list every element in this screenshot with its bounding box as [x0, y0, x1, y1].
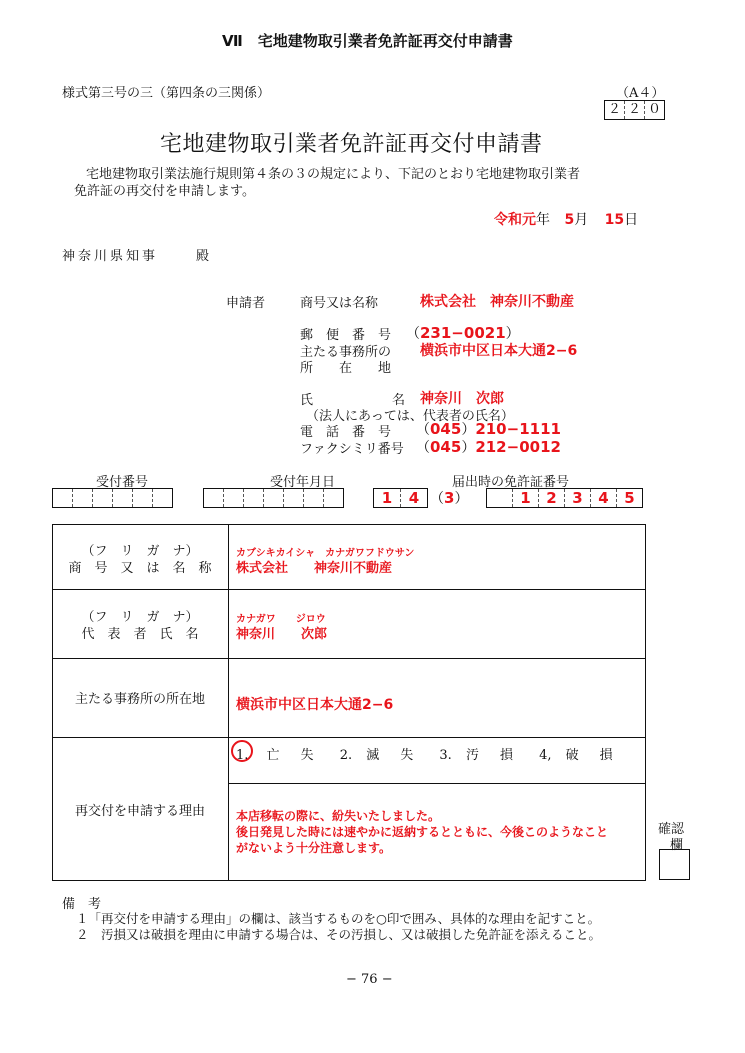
confirm-label-1: 確認 [658, 822, 685, 837]
office-value: 横浜市中区日本大通2−6 [420, 343, 578, 359]
reason-label: 再交付を申請する理由 [74, 804, 205, 819]
postal-open: （ [406, 326, 420, 342]
table-divider [228, 524, 229, 881]
applicant-name-value: 神奈川 次郎 [420, 391, 504, 407]
name-note: （法人にあっては、代表者の氏名） [306, 409, 514, 424]
company-kana-label: （フ リ ガ ナ） [81, 544, 199, 559]
representative-kana-value: カナガワ ジロウ [236, 614, 326, 625]
phone-label: 電 話 番 号 [300, 425, 392, 440]
office-address-label: 主たる事務所の所在地 [74, 692, 205, 707]
option-2-text[interactable]: 滅 失 [366, 748, 418, 763]
reason-options [236, 744, 617, 763]
company-label: 商号又は名称 [300, 296, 379, 311]
license-prefix-digit: 1 [374, 489, 401, 507]
date-year-unit: 年 [536, 212, 550, 228]
option-1-num[interactable]: 1. [236, 748, 249, 763]
fax-value: （045）212−0012 [416, 438, 561, 456]
table-row-line [52, 658, 646, 659]
reason-text-line-1: 本店移転の際に、紛失いたしました。 [236, 809, 441, 823]
postal-value: 231−0021 [420, 324, 506, 342]
addressee-honorific: 殿 [196, 249, 210, 264]
date-era: 令和元 [494, 212, 536, 228]
representative-kana-label: （フ リ ガ ナ） [81, 610, 199, 625]
confirm-box[interactable] [659, 849, 690, 880]
application-date [494, 209, 638, 229]
reason-text-line-3: がないよう十分注意します。 [236, 841, 392, 855]
reason-text-line-2: 後日発見した時には速やかに返納するとともに、今後このようなこと [236, 825, 609, 839]
company-kana-value: カブシキカイシャ カナガワフドウサン [236, 548, 415, 559]
form-code-box [604, 100, 665, 120]
form-number: 様式第三号の三（第四条の三関係） [62, 86, 271, 101]
date-month: 5 [564, 212, 575, 228]
option-1-text[interactable]: 亡 失 [266, 748, 318, 763]
license-count-close: ） [454, 491, 469, 507]
license-number-box[interactable] [486, 488, 643, 508]
receipt-number-label: 受付番号 [96, 475, 149, 490]
page-number: − 76 − [346, 972, 393, 987]
receipt-date-label: 受付年月日 [270, 475, 336, 490]
document-title: 宅地建物取引業者免許証再交付申請書 [160, 132, 543, 157]
date-day-unit: 日 [624, 212, 639, 228]
name-label-1: 氏 [300, 393, 314, 408]
applicant-label: 申請者 [226, 296, 266, 311]
table-row-line [52, 737, 646, 738]
option-3-text[interactable]: 汚 損 [465, 748, 517, 763]
company-name-label: 商 号 又 は 名 称 [68, 561, 212, 576]
date-day: 15 [604, 212, 625, 228]
name-label-2: 名 [392, 393, 406, 408]
license-number-label: 届出時の免許証番号 [452, 475, 570, 490]
receipt-date-box[interactable] [203, 488, 344, 508]
phone-value: （045）210−1111 [416, 420, 561, 438]
office-address-value: 横浜市中区日本大通2−6 [236, 697, 394, 713]
license-digit: 5 [624, 489, 635, 507]
phone-number: 210−1111 [475, 420, 561, 438]
license-digit: 3 [565, 489, 591, 507]
intro-line-2: 免許証の再交付を申請します。 [74, 184, 255, 199]
section-title: Ⅶ 宅地建物取引業者免許証再交付申請書 [222, 32, 513, 50]
addressee-name: 神奈川県知事 [62, 249, 159, 264]
license-prefix-box[interactable] [373, 488, 428, 508]
license-digit: 4 [591, 489, 617, 507]
license-digit [487, 489, 513, 507]
company-name-value: 株式会社 神奈川不動産 [236, 561, 393, 576]
note-2: ２ 汚損又は破損を理由に申請する場合は、その汚損し、又は破損した免許証を添えること。 [76, 927, 602, 942]
confirm-label-2: 欄 [670, 838, 684, 853]
table-row-line [228, 783, 646, 784]
intro-line-1: 宅地建物取引業法施行規則第４条の３の規定により、下記のとおり宅地建物取引業者 [86, 167, 581, 182]
company-value: 株式会社 神奈川不動産 [420, 294, 574, 310]
date-month-unit: 月 [574, 212, 589, 228]
fax-label: ファクシミリ番号 [300, 442, 404, 457]
representative-name-label: 代 表 者 氏 名 [81, 627, 199, 642]
option-3-num[interactable]: 3. [439, 748, 452, 763]
option-4-num[interactable]: 4, [539, 748, 552, 763]
office-label-1: 主たる事務所の [300, 345, 392, 360]
license-digit: 1 [513, 489, 539, 507]
postal-label: 郵 便 番 号 [300, 328, 392, 343]
postal-close: ） [505, 326, 520, 342]
license-count [430, 488, 468, 508]
paper-size: （A４） [616, 86, 665, 101]
license-count-open: （ [430, 491, 444, 507]
license-count-value: 3 [444, 489, 455, 507]
notes-heading: 備 考 [62, 897, 102, 912]
option-2-num[interactable]: 2. [339, 748, 353, 763]
license-prefix-digit: 4 [408, 489, 420, 507]
form-code-digit: ２ [625, 101, 645, 119]
office-label-2: 所 在 地 [300, 361, 392, 376]
form-code-digit: ０ [647, 102, 661, 117]
license-digit: 2 [539, 489, 565, 507]
fax-number: 212−0012 [475, 438, 561, 456]
representative-name-value: 神奈川 次郎 [236, 627, 328, 642]
phone-area: 045 [430, 420, 462, 438]
note-1: １「再交付を申請する理由」の欄は、該当するものを○印で囲み、具体的な理由を記すこと。 [76, 911, 601, 926]
form-code-digit: ２ [605, 101, 625, 119]
table-row-line [52, 589, 646, 590]
receipt-number-box[interactable] [52, 488, 173, 508]
option-4-text[interactable]: 破 損 [565, 748, 617, 763]
fax-area: 045 [430, 438, 462, 456]
